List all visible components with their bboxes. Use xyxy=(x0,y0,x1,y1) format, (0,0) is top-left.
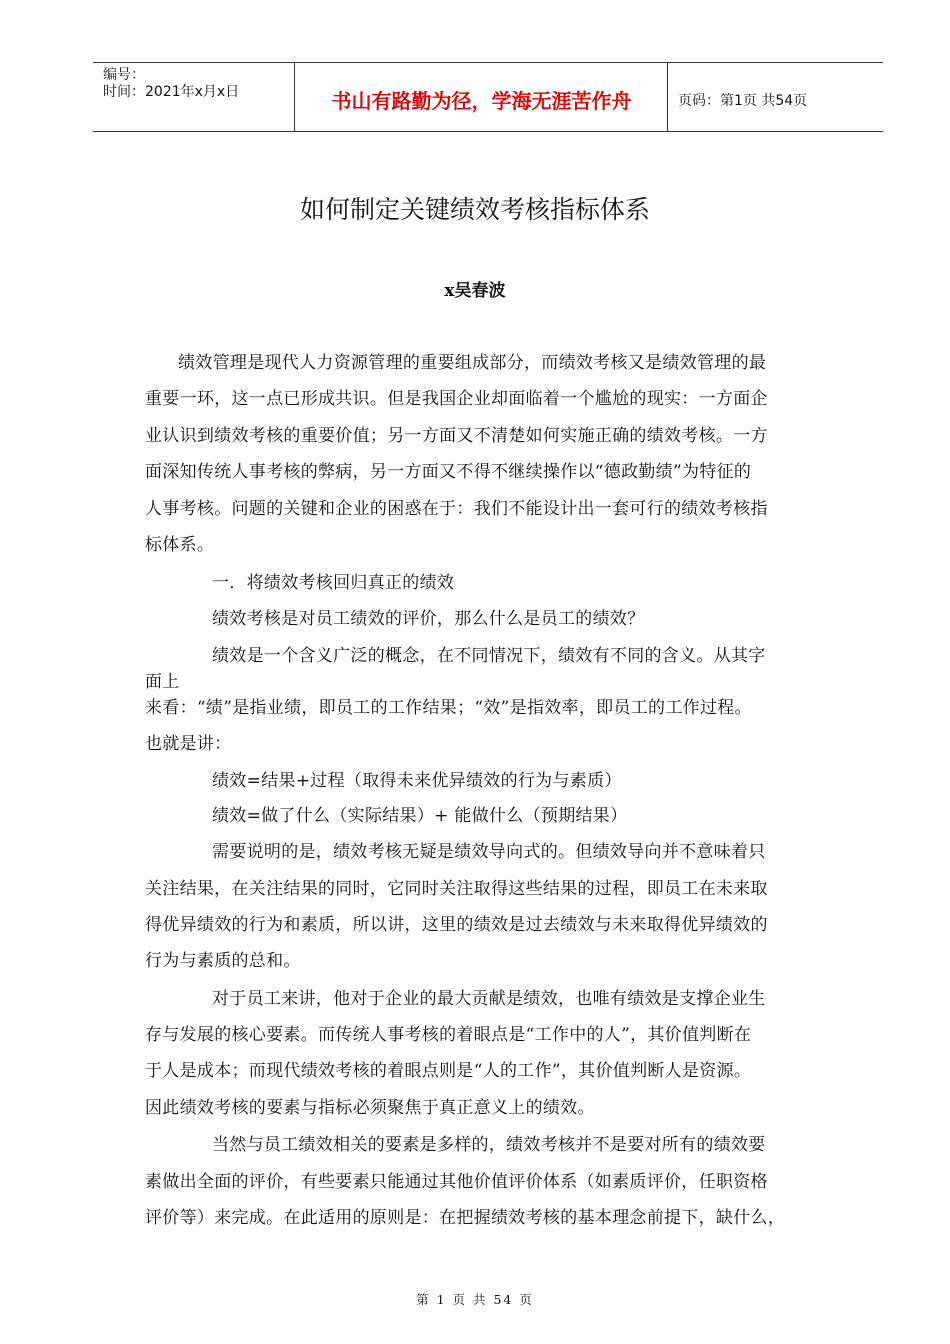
body-line: 素做出全面的评价，有些要素只能通过其他价值评价体系（如素质评价，任职资格 xyxy=(145,1172,768,1192)
section-heading: 一．将绩效考核回归真正的绩效 xyxy=(212,573,455,593)
document-header xyxy=(93,62,883,132)
body-line: 当然与员工绩效相关的要素是多样的，绩效考核并不是要对所有的绩效要 xyxy=(212,1135,766,1155)
body-line: 对于员工来讲，他对于企业的最大贡献是绩效，也唯有绩效是支撑企业生 xyxy=(212,989,766,1009)
formula-line: 绩效=结果+过程（取得未来优异绩效的行为与素质） xyxy=(212,771,622,791)
page-footer: 第 1 页 共 54 页 xyxy=(416,1292,534,1307)
body-line: 也就是讲： xyxy=(145,734,232,754)
body-line: 得优异绩效的行为和素质，所以讲，这里的绩效是过去绩效与未来取得优异绩效的 xyxy=(145,915,768,935)
body-line: 重要一环，这一点已形成共识。但是我国企业却面临着一个尴尬的现实：一方面企 xyxy=(145,389,768,409)
body-line: 需要说明的是，绩效考核无疑是绩效导向式的。但绩效导向并不意味着只 xyxy=(212,842,766,862)
document-author: x吴春波 xyxy=(444,281,506,301)
body-line: 行为与素质的总和。 xyxy=(145,951,301,971)
body-line: 绩效考核是对员工绩效的评价，那么什么是员工的绩效？ xyxy=(212,609,645,629)
body-line: 因此绩效考核的要素与指标必须聚焦于真正意义上的绩效。 xyxy=(145,1098,595,1118)
header-motto: 书山有路勤为径，学海无涯苦作舟 xyxy=(331,89,632,113)
header-number-label: 编号： xyxy=(103,67,145,83)
header-meta xyxy=(103,67,239,101)
body-line: 人事考核。问题的关键和企业的困惑在于：我们不能设计出一套可行的绩效考核指 xyxy=(145,499,768,519)
header-time-label: 时间：2021年x月x日 xyxy=(103,84,240,100)
body-line: 绩效是一个含义广泛的概念，在不同情况下，绩效有不同的含义。从其字 xyxy=(212,646,766,666)
body-line: 存与发展的核心要素。而传统人事考核的着眼点是“工作中的人”，其价值判断在 xyxy=(145,1025,752,1045)
body-line: 来看：“绩”是指业绩，即员工的工作结果；“效”是指效率，即员工的工作过程。 xyxy=(145,698,752,718)
body-line: 于人是成本；而现代绩效考核的着眼点则是“人的工作”，其价值判断人是资源。 xyxy=(145,1061,752,1081)
body-line: 评价等）来完成。在此适用的原则是：在把握绩效考核的基本理念前提下，缺什么， xyxy=(145,1208,786,1228)
body-line: 业认识到绩效考核的重要价值；另一方面又不清楚如何实施正确的绩效考核。一方 xyxy=(145,426,768,446)
header-page-info: 页码：第1页 共54页 xyxy=(678,93,808,109)
body-line: 标体系。 xyxy=(145,535,215,555)
formula-line: 绩效=做了什么（实际结果）+ 能做什么（预期结果） xyxy=(212,806,628,826)
body-line: 面上 xyxy=(145,672,180,692)
body-line: 面深知传统人事考核的弊病，另一方面又不得不继续操作以“德政勤绩”为特征的 xyxy=(145,462,752,482)
body-line: 关注结果，在关注结果的同时，它同时关注取得这些结果的过程，即员工在未来取 xyxy=(145,879,768,899)
header-divider xyxy=(667,63,668,131)
body-line: 绩效管理是现代人力资源管理的重要组成部分，而绩效考核又是绩效管理的最 xyxy=(178,353,767,373)
document-title: 如何制定关键绩效考核指标体系 xyxy=(299,195,650,224)
